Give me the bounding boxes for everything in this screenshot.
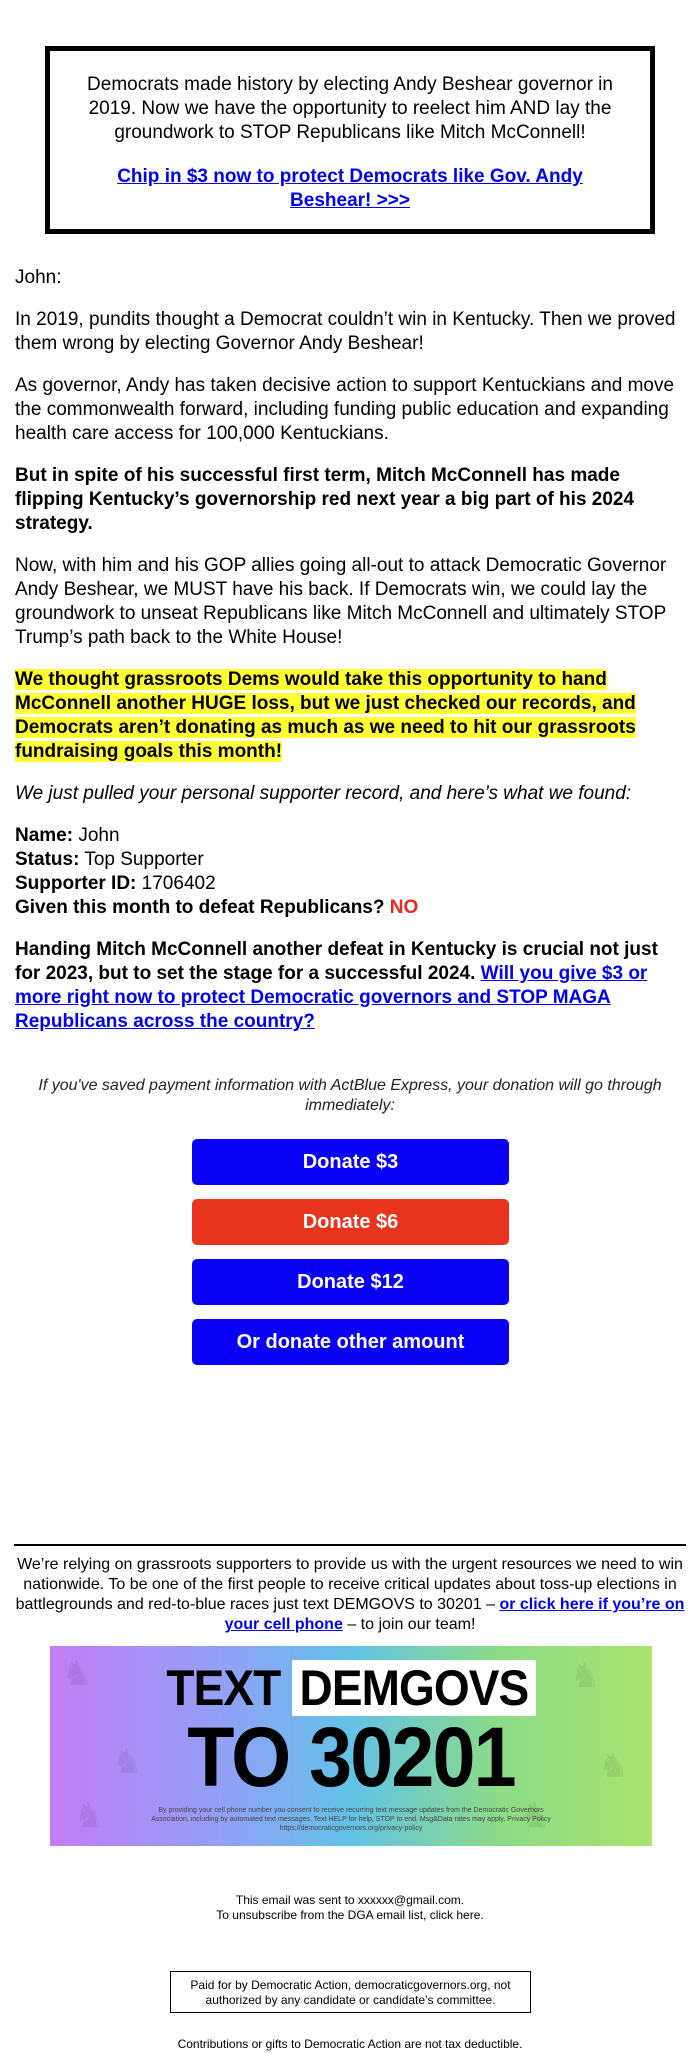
header-callout-box xyxy=(45,46,655,234)
paragraph-3: But in spite of his successful first term, Mitch McConnell has made flipping Kentucky’s governorship red next year a big part of his 2024 strategy. xyxy=(15,465,635,534)
record-given-value: NO xyxy=(389,897,419,918)
text-signup-link[interactable]: or click here if you’re on your cell phone xyxy=(224,1596,685,1633)
record-given-label: Given this month to defeat Republicans? xyxy=(15,897,385,918)
tax-note: Contributions or gifts to Democratic Action are not tax deductible. xyxy=(177,2037,523,2051)
banner-keyword: DEMGOVS xyxy=(292,1660,535,1716)
donkey-pattern-icon: ♞ xyxy=(520,1797,551,1835)
record-status-label: Status: xyxy=(15,849,80,870)
record-name-label: Name: xyxy=(15,825,74,846)
donkey-pattern-icon: ♞ xyxy=(598,1747,629,1785)
record-id-label: Supporter ID: xyxy=(15,873,137,894)
banner-line-2: TO 30201 xyxy=(187,1710,515,1804)
text-signup-banner[interactable] xyxy=(50,1646,652,1846)
footer-text-before: We’re relying on grassroots supporters to provide us with the urgent resources we need to win nationwide. To be one of the first people to receive critical updates about toss-up elections in battlegrounds and red-to-blue races just text DEMGOVS to 30201 – xyxy=(15,1556,683,1613)
donkey-pattern-icon: ♞ xyxy=(74,1797,105,1835)
header-text: Democrats made history by electing Andy Beshear governor in 2019. Now we have the opportunity to reelect him AND lay the groundwork to STOP Republicans like Mitch McConnell! xyxy=(87,74,613,143)
record-name-row xyxy=(15,824,685,848)
paragraph-7-bold: Handing Mitch McConnell another defeat in Kentucky is crucial not just for 2023, but to set the stage for a successful 2024. xyxy=(15,939,658,984)
email-body xyxy=(15,266,685,1034)
footer-divider xyxy=(14,1544,686,1546)
record-id-row xyxy=(15,872,685,896)
footer-text-after: – to join our team! xyxy=(347,1616,476,1633)
paragraph-4: Now, with him and his GOP allies going all-out to attack Democratic Governor Andy Beshear, we MUST have his back. If Democrats win, we could lay the groundwork to unseat Republicans like Mitch McConnell and ultimately STOP Trump’s path back to the White House! xyxy=(15,555,667,648)
donkey-pattern-icon: ♞ xyxy=(570,1657,601,1695)
record-status-row xyxy=(15,848,685,872)
sent-to-line: This email was sent to xxxxxx@gmail.com. xyxy=(235,1893,465,1907)
greeting: John: xyxy=(15,267,62,288)
record-name-value: John xyxy=(78,825,120,846)
give-now-link[interactable]: Will you give $3 or more right now to protect Democratic governors and STOP MAGA Republicans across the country? xyxy=(15,963,648,1032)
paragraph-6: We just pulled your personal supporter record, and here’s what we found: xyxy=(15,783,632,804)
highlighted-paragraph: We thought grassroots Dems would take this opportunity to hand McConnell another HUGE loss, but we just checked our records, and Democrats aren’t donating as much as we need to hit our grassroots fundraising goals this month! xyxy=(15,669,636,762)
donate-6-button[interactable]: Donate $6 xyxy=(192,1199,509,1245)
paragraph-7 xyxy=(15,938,685,1034)
record-id-value: 1706402 xyxy=(141,873,216,894)
sent-notice xyxy=(0,1893,700,1923)
record-given-row xyxy=(15,896,685,920)
record-status-value: Top Supporter xyxy=(84,849,204,870)
donkey-pattern-icon: ♞ xyxy=(112,1743,143,1781)
banner-fine-print: By providing your cell phone number you consent to receive recurring text message updates from the Democratic Governors Association, including by automated text messages. Text HELP for help, STOP to end. Msg&Data rates may apply. Privacy Policy https://democraticgovernors.org/privacy-policy xyxy=(151,1807,551,1832)
donkey-pattern-icon: ♞ xyxy=(62,1655,93,1693)
paid-for-box: Paid for by Democratic Action, democraticgovernors.org, not authorized by any candidate or candidate’s committee. xyxy=(170,1971,531,2013)
supporter-record xyxy=(15,824,685,920)
donate-3-button[interactable]: Donate $3 xyxy=(192,1139,509,1185)
donate-other-button[interactable]: Or donate other amount xyxy=(192,1319,509,1365)
donate-12-button[interactable]: Donate $12 xyxy=(192,1259,509,1305)
header-donate-link[interactable]: Chip in $3 now to protect Democrats like Gov. Andy Beshear! >>> xyxy=(117,166,583,211)
actblue-note: If you've saved payment information with ActBlue Express, your donation will go through immediately: xyxy=(38,1077,662,1114)
banner-line-1 xyxy=(74,1660,628,1716)
unsubscribe-line[interactable]: To unsubscribe from the DGA email list, click here. xyxy=(216,1908,484,1922)
paragraph-1: In 2019, pundits thought a Democrat couldn’t win in Kentucky. Then we proved them wrong by electing Governor Andy Beshear! xyxy=(15,309,676,354)
banner-text-word: TEXT xyxy=(166,1660,281,1716)
paragraph-2: As governor, Andy has taken decisive action to support Kentuckians and move the commonwealth forward, including funding public education and expanding health care access for 100,000 Kentuckians. xyxy=(15,375,675,444)
footer-text xyxy=(12,1555,688,1635)
